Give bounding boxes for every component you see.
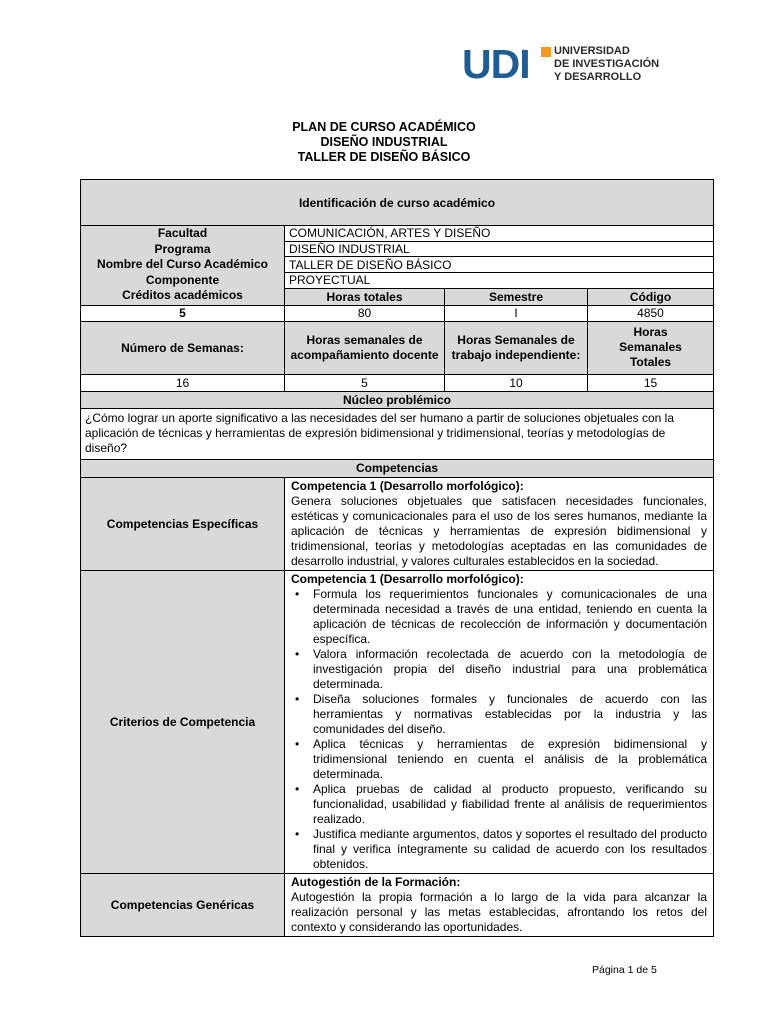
criterios-competencia-content — [285, 570, 714, 873]
title-line-1: PLAN DE CURSO ACADÉMICO — [292, 120, 476, 134]
competencia-generica-text: Autogestión la propia formación a lo largo de la vida para alcanzar la realización personal y las metas establecidas, afrontando los retos del contexto y considerando las oportunidades. — [291, 889, 707, 934]
value-codigo: 4850 — [588, 305, 714, 321]
label-creditos: Créditos académicos — [122, 288, 243, 302]
header-codigo: Código — [588, 288, 714, 305]
nucleo-problemico-title: Núcleo problémico — [81, 391, 714, 408]
value-horas-totales-semanales: 15 — [588, 374, 714, 391]
header-horas-independiente: Horas Semanales de trabajo independiente: — [445, 321, 588, 374]
competencias-title: Competencias — [81, 459, 714, 477]
criterio-item: • Diseña soluciones formales y funcionales de acuerdo con las herramientas y normativas establecidas por la industria y las comunidades del diseño. — [313, 692, 707, 737]
criterios-title: Competencia 1 (Desarrollo morfológico): — [291, 571, 524, 586]
criterio-item: • Valora información recolectada de acuerdo con la metodología de investigación propia del diseño industrial para una problemática determinada. — [313, 647, 707, 692]
university-logo — [462, 41, 672, 87]
label-competencias-genericas: Competencias Genéricas — [81, 873, 285, 936]
competencia-especifica-text: Genera soluciones objetuales que satisfacen necesidades funcionales, estéticas y comunicacionales para el uso de los seres humanos, mediante la aplicación de técnicas y herramientas de expresión bidimensional y tridimensional, teorías y metodologías aceptadas en las comunidades de desarrollo industrial, y valores culturales establecidos en la sociedad. — [291, 493, 707, 568]
logo-accent-square — [541, 47, 551, 57]
header-horas-totales-semanales: Horas Semanales Totales — [588, 321, 714, 374]
label-programa: Programa — [154, 241, 211, 256]
competencias-genericas-content — [285, 873, 714, 936]
value-programa: DISEÑO INDUSTRIAL — [285, 241, 714, 257]
competencias-especificas-content — [285, 477, 714, 570]
document-titles — [0, 120, 768, 165]
header-horas-totales: Horas totales — [285, 288, 445, 305]
value-horas-acompanamiento: 5 — [285, 374, 445, 391]
criterio-item: • Justifica mediante argumentos, datos y soportes el resultado del producto final y verifica íntegramente su calidad de acuerdo con los resultados obtenidos. — [313, 827, 707, 872]
nucleo-problemico-text: ¿Cómo lograr un aporte significativo a las necesidades del ser humano a partir de soluciones objetuales con la aplicación de técnicas y herramientas de expresión bidimensional y tridimensional, teorías y metodologías de diseño? — [81, 408, 714, 459]
value-nombre-curso: TALLER DE DISEÑO BÁSICO — [285, 257, 714, 273]
criterio-item: • Formula los requerimientos funcionales y comunicacionales de una determinada necesidad a través de una entidad, teniendo en cuenta la aplicación de técnicas de recolección de información y documentación específica. — [313, 587, 707, 647]
page-number: Página 1 de 5 — [592, 964, 657, 976]
header-numero-semanas: Número de Semanas: — [81, 321, 285, 374]
value-horas-totales: 80 — [285, 305, 445, 321]
label-facultad: Facultad — [157, 226, 208, 240]
course-plan-table — [80, 179, 714, 937]
value-numero-semanas: 16 — [81, 374, 285, 391]
value-horas-independiente: 10 — [445, 374, 588, 391]
logo-line-3: Y DESARROLLO — [554, 71, 642, 83]
competencia-especifica-title: Competencia 1 (Desarrollo morfológico): — [291, 478, 524, 493]
value-facultad: COMUNICACIÓN, ARTES Y DISEÑO — [285, 226, 714, 242]
section-identification-title: Identificación de curso académico — [81, 180, 714, 226]
identification-labels — [81, 226, 285, 306]
criterio-item: • Aplica pruebas de calidad al producto propuesto, verificando su funcionalidad, usabilidad y fiabilidad frente al análisis de requerimientos realizado. — [313, 782, 707, 827]
value-componente: PROYECTUAL — [285, 273, 714, 289]
logo-mark: UDI — [462, 41, 530, 87]
logo-line-2: DE INVESTIGACIÓN — [554, 58, 660, 70]
label-criterios-competencia: Criterios de Competencia — [81, 570, 285, 873]
label-componente: Componente — [145, 272, 220, 287]
logo-line-1: UNIVERSIDAD — [554, 45, 630, 57]
label-nombre-curso: Nombre del Curso Académico — [97, 257, 268, 271]
competencia-generica-title: Autogestión de la Formación: — [291, 874, 461, 889]
label-competencias-especificas: Competencias Específicas — [81, 477, 285, 570]
title-line-3: TALLER DE DISEÑO BÁSICO — [297, 150, 471, 164]
title-line-2: DISEÑO INDUSTRIAL — [320, 135, 448, 149]
logo-text — [554, 45, 659, 84]
criterio-item: • Aplica técnicas y herramientas de expresión bidimensional y tridimensional teniendo en cuenta el análisis de la problemática determinada. — [313, 737, 707, 782]
value-semestre: I — [445, 305, 588, 321]
value-creditos: 5 — [81, 305, 285, 321]
header-horas-acompanamiento: Horas semanales de acompañamiento docente — [285, 321, 445, 374]
header-semestre: Semestre — [445, 288, 588, 305]
criterios-list — [291, 587, 707, 872]
